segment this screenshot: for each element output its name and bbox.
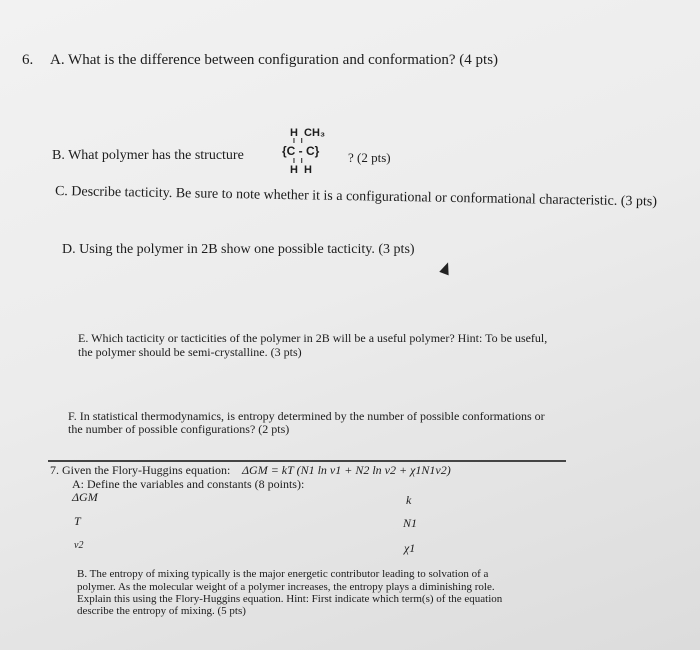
variable-delta-gm: ΔGM (72, 490, 98, 504)
flory-huggins-equation: ΔGM = kT (N1 ln v1 + N2 ln v2 + χ1N1v2) (242, 463, 451, 477)
question-7b-line1: B. The entropy of mixing typically is the major energetic contributor leading to solvation of a (77, 568, 489, 580)
question-6d: D. Using the polymer in 2B show one possible tacticity. (3 pts) (62, 242, 415, 257)
question-6b: B. What polymer has the structure (52, 148, 244, 163)
variable-n1: N1 (403, 516, 418, 530)
question-6c: C. Describe tacticity. Be sure to note whether it is a configurational or conformational characteristic. (3 pts) (54, 184, 658, 210)
section-divider (48, 460, 566, 462)
question-6f-line2: the number of possible configurations? (2 pts) (68, 422, 290, 436)
question-7-intro: 7. Given the Flory-Huggins equation: (50, 463, 231, 477)
structure-middle: {C - C} (282, 144, 320, 158)
polymer-structure (282, 128, 325, 175)
variable-v2: v2 (74, 540, 84, 551)
question-7b-line2: polymer. As the molecular weight of a polymer increases, the entropy plays a diminishing role. (77, 581, 495, 593)
question-6e-line1: E. Which tacticity or tacticities of the polymer in 2B will be a useful polymer? Hint: To be useful, (78, 331, 548, 345)
variable-t: T (74, 514, 81, 528)
question-7a: A: Define the variables and constants (8 points): (72, 477, 305, 491)
structure-top: H CH₃ (290, 127, 326, 139)
question-7b-line3: Explain this using the Flory-Huggins equation. Hint: First indicate which term(s) of the equation (77, 593, 503, 605)
structure-bottom: H H (290, 164, 312, 176)
question-6-number: 6. (22, 52, 34, 68)
question-6a: A. What is the difference between configuration and conformation? (4 pts) (50, 52, 499, 68)
question-6e-line2: the polymer should be semi-crystalline. (3 pts) (78, 345, 302, 359)
variable-k: k (406, 493, 412, 507)
structure-bonds-bottom: I I (293, 158, 303, 165)
question-6f-line1: F. In statistical thermodynamics, is entropy determined by the number of possible conformations or (68, 409, 545, 423)
structure-bonds-top: I I (293, 138, 303, 145)
variable-chi1: χ1 (404, 541, 416, 555)
question-7b-line4: describe the entropy of mixing. (5 pts) (77, 605, 246, 617)
question-6b-points: ? (2 pts) (348, 150, 391, 165)
mouse-cursor-icon (439, 261, 453, 276)
